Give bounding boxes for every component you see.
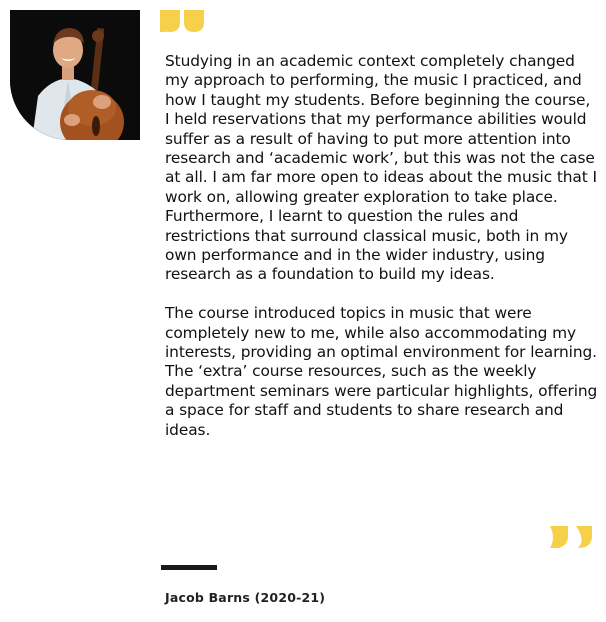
quote-open-icon (160, 10, 206, 32)
attribution (165, 590, 325, 605)
divider-bar (161, 565, 217, 570)
testimonial-paragraph-2: The course introduced topics in music that were completely new to me, while also accommodating my interests, providing an optimal environment for learning. The ‘extra’ course resources, such as the weekly department seminars were particular highlights, offering a space for staff and students to share research and ideas. (165, 304, 598, 439)
author-name: Jacob Barns (165, 590, 251, 605)
portrait-photo (10, 10, 140, 140)
author-years: (2020-21) (254, 590, 326, 605)
cellist-portrait-image (10, 10, 140, 140)
testimonial-text (165, 52, 599, 460)
testimonial-paragraph-1: Studying in an academic context completely changed my approach to performing, the music I practiced, and how I taught my students. Before beginning the course, I held reservations that my performance abilities would suffer as a result of having to put more attention into research and ‘academic work’, but this was not the case at all. I am far more open to ideas about the music that I work on, allowing greater exploration to take place. Furthermore, I learnt to question the rules and restrictions that surround classical music, both in my own performance and in the wider industry, using research as a foundation to build my ideas. (165, 52, 597, 284)
quote-close-icon (548, 526, 594, 548)
